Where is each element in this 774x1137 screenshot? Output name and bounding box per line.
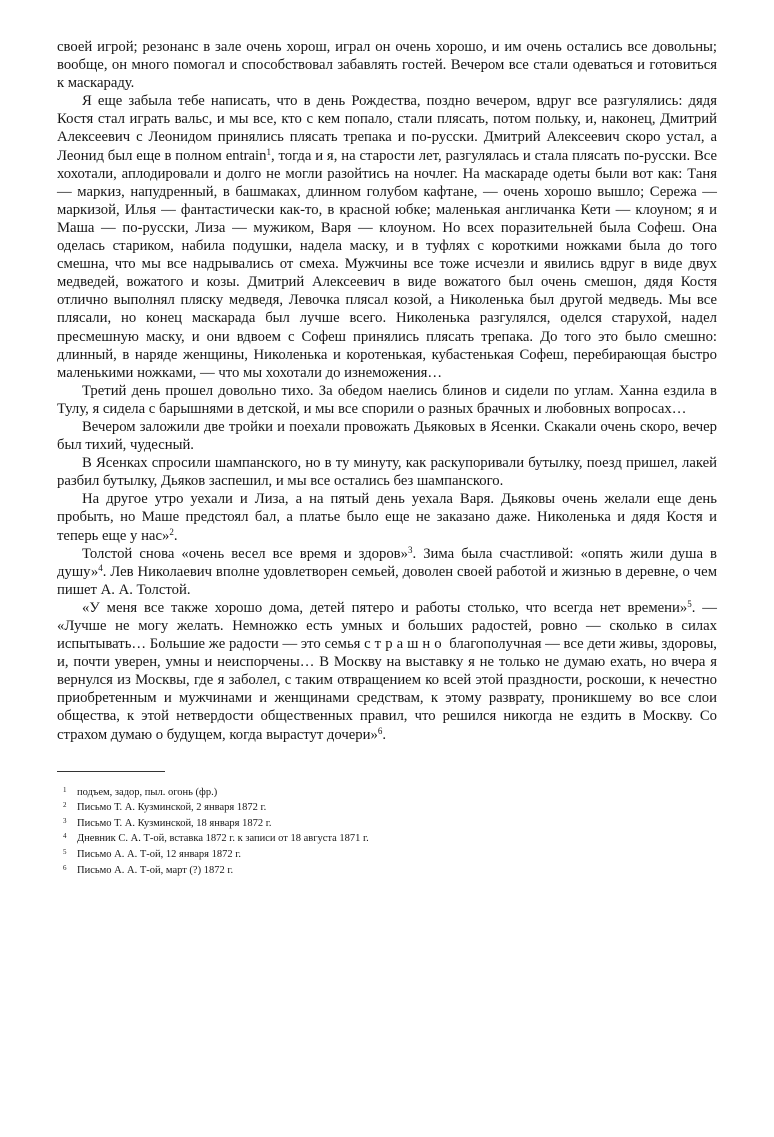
footnote-ref: 2 <box>169 526 174 537</box>
paragraph-text: Я еще забыла тебе написать, что в день Рождества, поздно вечером, вдруг все разгулялись: дядя Костя стал играть вальс, и мы все, кто с кем попало, стали плясать, потом польку, и, наконец, Дмитрий Алексеевич с Леонидом принялись плясать трепака и по-русски. Дмитрий Алексеевич скоро устал, а Леонид был еще в полном entrain <box>57 93 717 164</box>
footnote <box>57 846 717 862</box>
footnote <box>57 784 717 800</box>
footnote <box>57 862 717 878</box>
footnote-divider <box>57 771 165 772</box>
footnote-number: 5 <box>63 848 67 857</box>
footnote-list <box>57 784 717 878</box>
footnote-text: подъем, задор, пыл. огонь (фр.) <box>77 786 218 798</box>
paragraph-4 <box>57 418 717 454</box>
footnote-number: 3 <box>63 816 67 825</box>
footnote <box>57 815 717 831</box>
spaced-emphasis: страшно <box>364 636 446 653</box>
paragraph-1 <box>57 38 717 92</box>
paragraph-text: . <box>382 726 386 743</box>
footnote-number: 4 <box>63 832 67 841</box>
paragraph-text: В Ясенках спросили шампанского, но в ту минуту, как раскупоривали бутылку, поезд пришел, лакей разбил бутылку, Дьяков заспешил, и мы все остались без шампанского. <box>57 455 717 490</box>
footnote-number: 2 <box>63 801 67 810</box>
footnote <box>57 799 717 815</box>
footnote <box>57 830 717 846</box>
footnote-number: 1 <box>63 785 67 794</box>
paragraph-6 <box>57 490 717 544</box>
paragraph-text: «У меня все также хорошо дома, детей пятеро и работы столько, что всегда нет времени» <box>82 599 688 616</box>
paragraph-3 <box>57 382 717 418</box>
footnote-number: 6 <box>63 863 67 872</box>
paragraph-text: Вечером заложили две тройки и поехали провожать Дьяковых в Ясенки. Скакали очень скоро, вечер был тихий, чудесный. <box>57 418 717 454</box>
paragraph-text: . <box>173 527 178 544</box>
paragraph-text: Третий день прошел довольно тихо. За обедом наелись блинов и сидели по углам. Ханна ездила в Тулу, я сидела с барышнями в детской, и мы все спорили о разных брачных и любовных вопросах… <box>57 382 717 417</box>
footnote-text: Дневник С. А. Т-ой, вставка 1872 г. к записи от 18 августа 1871 г. <box>77 833 369 845</box>
footnote-ref: 3 <box>407 544 413 555</box>
paragraph-7 <box>57 545 717 599</box>
paragraph-5 <box>57 454 717 490</box>
footnote-text: Письмо А. А. Т-ой, 12 января 1872 г. <box>77 849 241 861</box>
paragraph-text: . — «Лучше не могу желать. Немножко есть умных и больших радостей, ровно — сколько в силах испытывать… Большие же радости — это семья <box>57 599 717 653</box>
footnote-ref: 5 <box>687 598 692 609</box>
paragraph-2 <box>57 92 717 382</box>
paragraph-text: . Зима была счастливой: «опять жили душа в душу» <box>57 545 717 580</box>
footnote-text: Письмо Т. А. Кузминской, 18 января 1872 г. <box>77 817 272 829</box>
footnote-ref: 1 <box>266 146 271 157</box>
paragraph-text: , тогда и я, на старости лет, разгулялась и стала плясать по-русски. Все хохотали, аплодировали и долго не могли разойтись на ночлег. На маскараде одеты были вот как: Таня — маркиз, напудренный, в башмаках, длинном голубом кафтане, — очень хорошо вышло; Сережа — маркизой, Илья — фантастически как-то, в красной юбке; маленькая англичанка Кети — клоуном; я и Маша — по-русски, Лиза — мужиком, Варя — клоуном. Но всех поразительней была Софеш. Она оделась стариком, набила подушки, надела маску, и в туфлях с короткими ножками была до того смешна, что мы все надрывались от смеха. Мужчины все тоже исчезли и явились вдруг в виде двух медведей, вожатого и козы. Дмитрий Алексеевич в виде вожатого был очень смешон, дядя Костя отлично выполнял пляску медведя, Левочка плясал козой, а Николенька был другой медведь. Мы все плясали, но конец маскарада был лучше всего. Николенька разгулялся, оделся старухой, надел пресмешную маску, и они вдвоем с Софеш принялись плясать трепака. До того это было смешно: длинный, в наряде женщины, Николенька и коротенькая, кубастенькая Софеш, перебирающая быстро маленькими ножками, — что мы хохотали до изнеможения… <box>57 147 717 381</box>
paragraph-text: Толстой снова «очень весел все время и здоров» <box>82 545 408 562</box>
paragraph-text: своей игрой; резонанс в зале очень хорош, играл он очень хорошо, и им очень остались все довольны; вообще, он много помогал и способствовал забавлять гостей. Вечером все стали одеваться и готовиться к маскараду. <box>57 39 717 92</box>
paragraph-text: . Лев Николаевич вполне удовлетворен семьей, доволен своей работой и жизнью в деревне, о чем пишет А. А. Толстой. <box>57 563 717 598</box>
paragraph-text: На другое утро уехали и Лиза, а на пятый день уехала Варя. Дьяковы очень желали еще день пробыть, но Маше предстоял бал, а платье было еще не заказано даже. Николенька и дядя Костя и теперь еще у нас» <box>57 491 717 544</box>
footnote-text: Письмо Т. А. Кузминской, 2 января 1872 г. <box>77 802 267 814</box>
book-page <box>57 38 717 877</box>
footnote-ref: 4 <box>98 562 103 573</box>
paragraph-8 <box>57 599 717 744</box>
paragraph-text: благополучная — все дети живы, здоровы, и, почти уверен, умны и неиспорчены… В Москву на выставку я не только не думаю ехать, но вчера я вернулся из Москвы, где я заболел, с таким отвращением ко всей этой праздности, роскоши, к нечестно приобретенным и мужчинами и женщинами средствам, к этому разврату, проникшему во все слои общества, к этой нетвердости общественных правил, что решился никогда не ездить в Москву. Со страхом думаю о будущем, когда вырастут дочери» <box>57 636 717 743</box>
footnote-ref: 6 <box>377 725 383 736</box>
footnote-text: Письмо А. А. Т-ой, март (?) 1872 г. <box>77 864 234 876</box>
